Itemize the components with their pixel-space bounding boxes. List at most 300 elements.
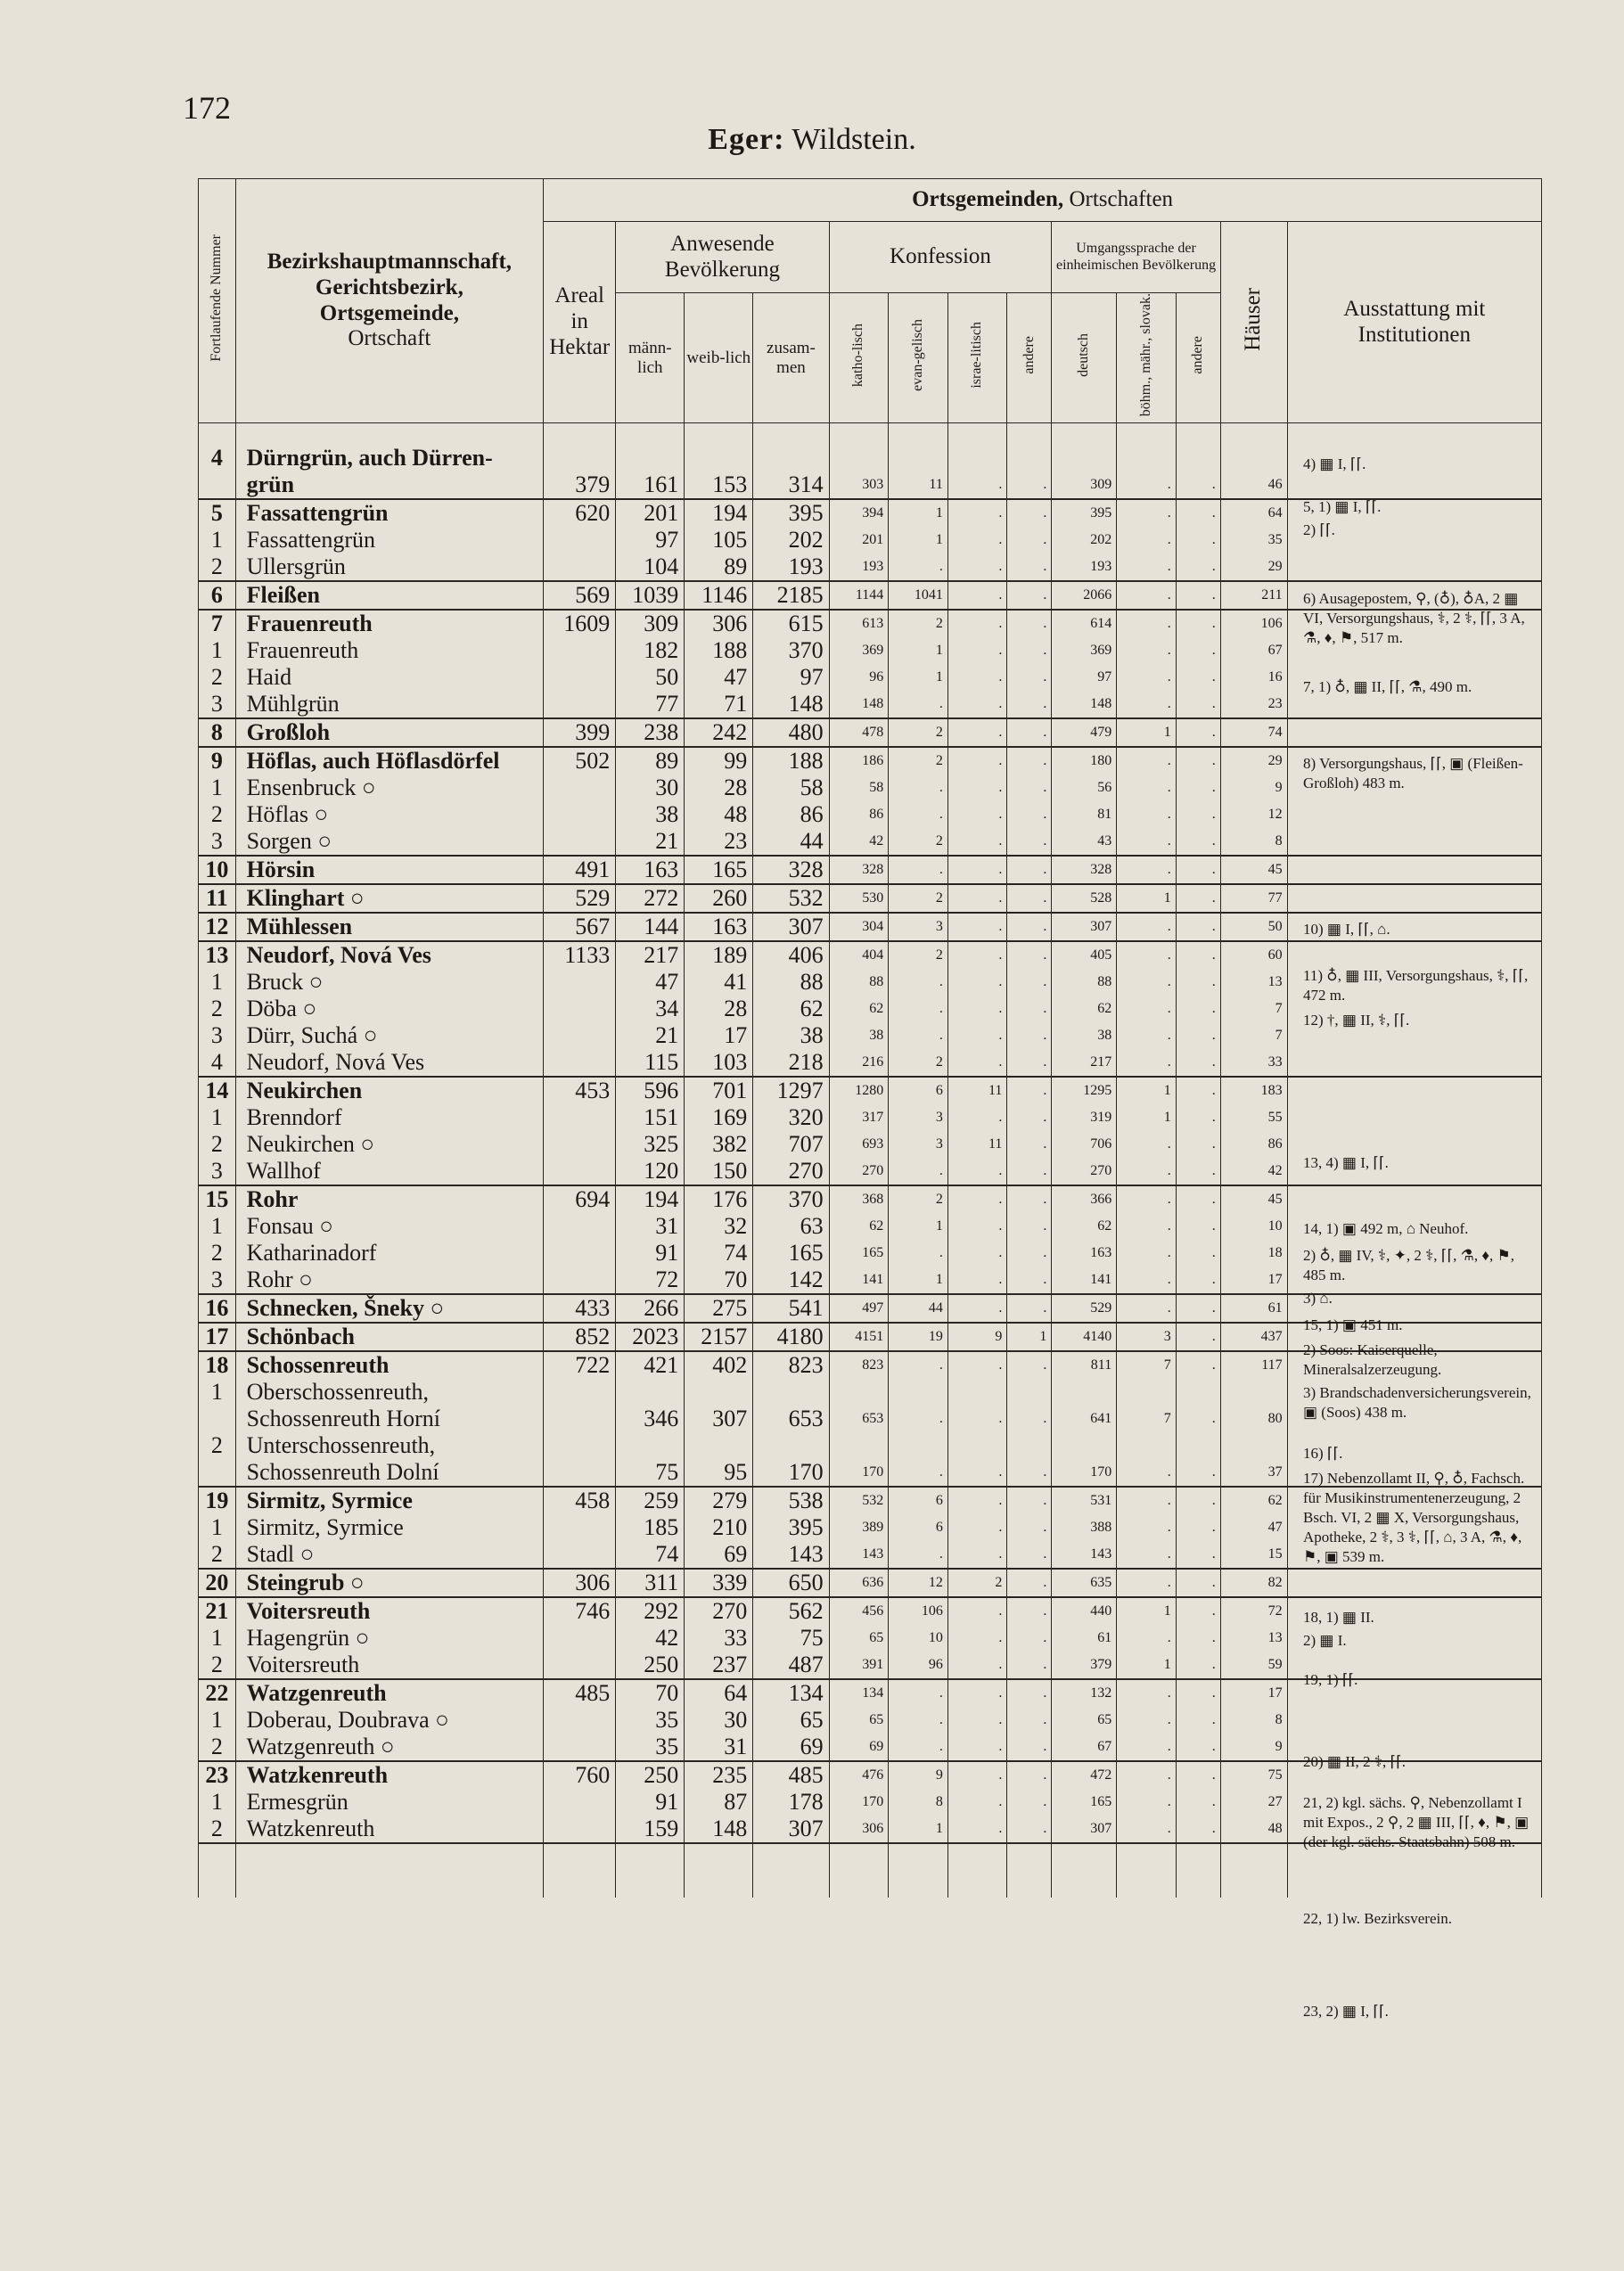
cell-areal xyxy=(544,1541,616,1569)
cell-i: . xyxy=(947,801,1007,828)
cell-w: 242 xyxy=(685,718,753,747)
cell-i: . xyxy=(947,471,1007,499)
cell-e: 12 xyxy=(889,1569,948,1597)
row-number: 1 xyxy=(199,1625,236,1652)
cell-d: 65 xyxy=(1052,1707,1117,1734)
cell-z: 307 xyxy=(753,1816,829,1843)
cell-o: . xyxy=(1176,941,1220,969)
cell-o: . xyxy=(1176,856,1220,884)
cell-areal: 1133 xyxy=(544,941,616,969)
cell-w: 87 xyxy=(685,1789,753,1816)
cell-m: 91 xyxy=(616,1240,685,1267)
cell-d: 395 xyxy=(1052,499,1117,527)
cell-i xyxy=(947,445,1007,471)
cell-w: 210 xyxy=(685,1514,753,1541)
cell-a: . xyxy=(1007,718,1052,747)
row-name: Hagengrün ○ xyxy=(235,1625,544,1652)
row-number: 3 xyxy=(199,1267,236,1294)
ausstattung-entry: 8) Versorgungshaus, ⌈⌈, ▣ (Fleißen-Großloh) 483 m. xyxy=(1303,755,1523,792)
cell-d: 440 xyxy=(1052,1597,1117,1625)
cell-w: 306 xyxy=(685,610,753,637)
cell-b: . xyxy=(1117,1487,1177,1514)
cell-m: 75 xyxy=(616,1459,685,1487)
cell-o: . xyxy=(1176,1487,1220,1514)
cell-z: 532 xyxy=(753,884,829,913)
cell-h: 59 xyxy=(1220,1652,1287,1679)
cell-k: 62 xyxy=(829,996,889,1022)
cell-z: 165 xyxy=(753,1240,829,1267)
row-number: 1 xyxy=(199,527,236,553)
cell-e: . xyxy=(889,969,948,996)
cell-b: . xyxy=(1117,1158,1177,1185)
cell-d: 170 xyxy=(1052,1459,1117,1487)
cell-e: . xyxy=(889,1541,948,1569)
cell-d: 141 xyxy=(1052,1267,1117,1294)
cell-o: . xyxy=(1176,1707,1220,1734)
row-name: Schönbach xyxy=(235,1323,544,1351)
cell-o: . xyxy=(1176,1569,1220,1597)
cell-i: . xyxy=(947,581,1007,610)
cell-a: . xyxy=(1007,1459,1052,1487)
cell-i: . xyxy=(947,1294,1007,1323)
cell-z: 541 xyxy=(753,1294,829,1323)
row-number: 18 xyxy=(199,1351,236,1379)
cell-o: . xyxy=(1176,1514,1220,1541)
cell-o: . xyxy=(1176,527,1220,553)
cell-e: 8 xyxy=(889,1789,948,1816)
header-evangelisch: evan-gelisch xyxy=(889,293,948,423)
row-number: 12 xyxy=(199,913,236,941)
cell-e: 2 xyxy=(889,747,948,775)
cell-e: 3 xyxy=(889,1131,948,1158)
cell-b: . xyxy=(1117,747,1177,775)
row-name: Brenndorf xyxy=(235,1104,544,1131)
cell-d: 62 xyxy=(1052,1213,1117,1240)
header-katholisch: katho-lisch xyxy=(829,293,889,423)
cell-i: . xyxy=(947,1459,1007,1487)
cell-b xyxy=(1117,1432,1177,1459)
cell-i: . xyxy=(947,637,1007,664)
cell-areal xyxy=(544,553,616,581)
header-konf-andere: andere xyxy=(1007,293,1052,423)
header-zusammen: zusam-men xyxy=(753,293,829,423)
cell-d: 328 xyxy=(1052,856,1117,884)
row-name: Oberschossenreuth, xyxy=(235,1379,544,1406)
cell-a: . xyxy=(1007,1351,1052,1379)
cell-z: 62 xyxy=(753,996,829,1022)
ausstattung-entry: 22, 1) lw. Bezirksverein. xyxy=(1303,1910,1452,1927)
cell-z: 370 xyxy=(753,637,829,664)
cell-m: 35 xyxy=(616,1707,685,1734)
cell-i: . xyxy=(947,747,1007,775)
cell-areal xyxy=(544,1789,616,1816)
cell-h: 7 xyxy=(1220,1022,1287,1049)
cell-b: . xyxy=(1117,1049,1177,1077)
row-number: 2 xyxy=(199,1652,236,1679)
cell-ausstattung xyxy=(1287,1707,1541,1734)
cell-d xyxy=(1052,1379,1117,1406)
cell-o: . xyxy=(1176,1104,1220,1131)
cell-h: 61 xyxy=(1220,1294,1287,1323)
cell-o: . xyxy=(1176,1213,1220,1240)
row-name: Voitersreuth xyxy=(235,1652,544,1679)
cell-a: . xyxy=(1007,801,1052,828)
cell-w: 71 xyxy=(685,691,753,718)
row-name: Bruck ○ xyxy=(235,969,544,996)
cell-z: 485 xyxy=(753,1761,829,1789)
cell-a: . xyxy=(1007,1487,1052,1514)
header-nr: Fortlaufende Nummer xyxy=(199,179,236,423)
cell-o: . xyxy=(1176,1049,1220,1077)
cell-o: . xyxy=(1176,913,1220,941)
cell-i: . xyxy=(947,1049,1007,1077)
row-name: Mühlessen xyxy=(235,913,544,941)
row-name: Watzgenreuth ○ xyxy=(235,1734,544,1761)
cell-ausstattung xyxy=(1287,553,1541,581)
cell-k: 530 xyxy=(829,884,889,913)
cell-areal: 379 xyxy=(544,471,616,499)
cell-d: 319 xyxy=(1052,1104,1117,1131)
cell-m: 309 xyxy=(616,610,685,637)
cell-a: . xyxy=(1007,1077,1052,1104)
row-name: Neukirchen ○ xyxy=(235,1131,544,1158)
cell-b: . xyxy=(1117,471,1177,499)
cell-z: 218 xyxy=(753,1049,829,1077)
cell-ausstattung xyxy=(1287,801,1541,828)
cell-k: 186 xyxy=(829,747,889,775)
cell-a: . xyxy=(1007,1541,1052,1569)
cell-ausstattung xyxy=(1287,1077,1541,1104)
row-name: Neukirchen xyxy=(235,1077,544,1104)
cell-b: 1 xyxy=(1117,1077,1177,1104)
row-name: Watzkenreuth xyxy=(235,1761,544,1789)
cell-m: 91 xyxy=(616,1789,685,1816)
cell-areal: 852 xyxy=(544,1323,616,1351)
cell-w: 235 xyxy=(685,1761,753,1789)
row-name: Schossenreuth xyxy=(235,1351,544,1379)
cell-z: 69 xyxy=(753,1734,829,1761)
row-number: 2 xyxy=(199,1131,236,1158)
cell-z: 307 xyxy=(753,913,829,941)
cell-e: 1 xyxy=(889,637,948,664)
cell-e: 1 xyxy=(889,527,948,553)
cell-h: 8 xyxy=(1220,1707,1287,1734)
cell-d: 379 xyxy=(1052,1652,1117,1679)
cell-b: 7 xyxy=(1117,1351,1177,1379)
cell-h: 35 xyxy=(1220,527,1287,553)
cell-z: 97 xyxy=(753,664,829,691)
cell-a: . xyxy=(1007,969,1052,996)
cell-a: . xyxy=(1007,1049,1052,1077)
cell-m: 47 xyxy=(616,969,685,996)
cell-b: . xyxy=(1117,996,1177,1022)
cell-m: 292 xyxy=(616,1597,685,1625)
cell-w: 28 xyxy=(685,775,753,801)
cell-areal: 760 xyxy=(544,1761,616,1789)
cell-i: 9 xyxy=(947,1323,1007,1351)
cell-k: 216 xyxy=(829,1049,889,1077)
cell-k: 65 xyxy=(829,1707,889,1734)
cell-h: 55 xyxy=(1220,1104,1287,1131)
cell-m: 266 xyxy=(616,1294,685,1323)
row-number: 2 xyxy=(199,801,236,828)
ausstattung-entry: 14, 1) ▣ 492 m, ⌂ Neuhof. xyxy=(1303,1220,1469,1237)
table-row xyxy=(199,941,1542,969)
cell-o xyxy=(1176,1432,1220,1459)
cell-z: 134 xyxy=(753,1679,829,1707)
cell-m: 421 xyxy=(616,1351,685,1379)
cell-h: 60 xyxy=(1220,941,1287,969)
cell-d: 88 xyxy=(1052,969,1117,996)
cell-b: . xyxy=(1117,1707,1177,1734)
cell-h: 9 xyxy=(1220,775,1287,801)
cell-i: . xyxy=(947,553,1007,581)
row-number: 6 xyxy=(199,581,236,610)
cell-areal xyxy=(544,1514,616,1541)
cell-b: 1 xyxy=(1117,884,1177,913)
cell-a: . xyxy=(1007,1213,1052,1240)
cell-h: 62 xyxy=(1220,1487,1287,1514)
header-deutsch: deutsch xyxy=(1052,293,1117,423)
cell-o: . xyxy=(1176,1789,1220,1816)
cell-o: . xyxy=(1176,884,1220,913)
cell-b: . xyxy=(1117,913,1177,941)
cell-a: . xyxy=(1007,499,1052,527)
ausstattung-entry: 5, 1) ▦ I, ⌈⌈. xyxy=(1303,498,1382,515)
cell-m xyxy=(616,1432,685,1459)
header-ausstattung: Ausstattung mit Institutionen xyxy=(1287,222,1541,423)
cell-b: . xyxy=(1117,1761,1177,1789)
cell-z: 480 xyxy=(753,718,829,747)
cell-areal xyxy=(544,969,616,996)
row-name: Schnecken, Šneky ○ xyxy=(235,1294,544,1323)
cell-o: . xyxy=(1176,718,1220,747)
cell-i: . xyxy=(947,913,1007,941)
header-konfession: Konfession xyxy=(829,222,1052,293)
spacer-row xyxy=(199,423,1542,446)
cell-k: 389 xyxy=(829,1514,889,1541)
cell-i: . xyxy=(947,1240,1007,1267)
cell-i: . xyxy=(947,1104,1007,1131)
cell-h xyxy=(1220,1379,1287,1406)
cell-h: 183 xyxy=(1220,1077,1287,1104)
cell-h: 17 xyxy=(1220,1679,1287,1707)
cell-b: . xyxy=(1117,553,1177,581)
cell-d: 67 xyxy=(1052,1734,1117,1761)
row-name: Schossenreuth Dolní xyxy=(235,1459,544,1487)
cell-ausstattung xyxy=(1287,828,1541,856)
cell-b: . xyxy=(1117,581,1177,610)
cell-d: 148 xyxy=(1052,691,1117,718)
cell-z xyxy=(753,445,829,471)
cell-i: . xyxy=(947,1158,1007,1185)
row-number: 10 xyxy=(199,856,236,884)
cell-d: 143 xyxy=(1052,1541,1117,1569)
cell-e: 11 xyxy=(889,471,948,499)
ausstattung-entry: 17) Nebenzollamt II, ⚲, ♁, Fachsch. für Musikinstrumentenerzeugung, 2 Bsch. VI, 2 ▦ X, Versorgungshaus, Apotheke, 2 ⚕, 3 ⚕, ⌈⌈, ⌂, 3 A, ⚗, ♦, ⚑, ▣ 539 m. xyxy=(1303,1470,1525,1566)
cell-i: . xyxy=(947,996,1007,1022)
cell-d: 531 xyxy=(1052,1487,1117,1514)
cell-z: 88 xyxy=(753,969,829,996)
cell-e: . xyxy=(889,856,948,884)
cell-e: 2 xyxy=(889,884,948,913)
cell-m: 72 xyxy=(616,1267,685,1294)
cell-b: 1 xyxy=(1117,1104,1177,1131)
cell-a: . xyxy=(1007,1131,1052,1158)
cell-h: 74 xyxy=(1220,718,1287,747)
cell-i: . xyxy=(947,941,1007,969)
cell-e: . xyxy=(889,996,948,1022)
cell-e xyxy=(889,445,948,471)
cell-w: 163 xyxy=(685,913,753,941)
cell-d: 61 xyxy=(1052,1625,1117,1652)
row-name: Fassattengrün xyxy=(235,527,544,553)
cell-m: 259 xyxy=(616,1487,685,1514)
table-row xyxy=(199,1049,1542,1077)
cell-k: 38 xyxy=(829,1022,889,1049)
cell-areal: 567 xyxy=(544,913,616,941)
cell-h: 42 xyxy=(1220,1158,1287,1185)
cell-z: 707 xyxy=(753,1131,829,1158)
cell-o: . xyxy=(1176,691,1220,718)
header-group-title: Ortsgemeinden, Ortschaften xyxy=(544,179,1542,222)
cell-m xyxy=(616,445,685,471)
cell-o: . xyxy=(1176,610,1220,637)
cell-b: . xyxy=(1117,1569,1177,1597)
cell-k: 304 xyxy=(829,913,889,941)
cell-z xyxy=(753,1379,829,1406)
cell-z: 188 xyxy=(753,747,829,775)
cell-areal xyxy=(544,1816,616,1843)
cell-k: 193 xyxy=(829,553,889,581)
row-number: 21 xyxy=(199,1597,236,1625)
table-row xyxy=(199,828,1542,856)
cell-areal: 1609 xyxy=(544,610,616,637)
cell-e: 44 xyxy=(889,1294,948,1323)
table-row xyxy=(199,1104,1542,1131)
cell-h: 16 xyxy=(1220,664,1287,691)
cell-d: 369 xyxy=(1052,637,1117,664)
cell-d: 307 xyxy=(1052,1816,1117,1843)
cell-b: . xyxy=(1117,1294,1177,1323)
header-israelitisch: israe-litisch xyxy=(947,293,1007,423)
row-name: Stadl ○ xyxy=(235,1541,544,1569)
cell-a: . xyxy=(1007,1761,1052,1789)
cell-w: 382 xyxy=(685,1131,753,1158)
cell-h: 33 xyxy=(1220,1049,1287,1077)
cell-h: 8 xyxy=(1220,828,1287,856)
cell-w: 188 xyxy=(685,637,753,664)
cell-d: 180 xyxy=(1052,747,1117,775)
cell-b xyxy=(1117,1379,1177,1406)
cell-z: 823 xyxy=(753,1351,829,1379)
cell-m: 217 xyxy=(616,941,685,969)
cell-a: . xyxy=(1007,828,1052,856)
cell-w: 64 xyxy=(685,1679,753,1707)
cell-m: 38 xyxy=(616,801,685,828)
cell-e: 106 xyxy=(889,1597,948,1625)
cell-h: 67 xyxy=(1220,637,1287,664)
header-bevoelkerung: Anwesende Bevölkerung xyxy=(616,222,829,293)
cell-b: . xyxy=(1117,499,1177,527)
row-number: 13 xyxy=(199,941,236,969)
cell-m: 311 xyxy=(616,1569,685,1597)
cell-m: 21 xyxy=(616,1022,685,1049)
row-name: Unterschossenreuth, xyxy=(235,1432,544,1459)
cell-o: . xyxy=(1176,1625,1220,1652)
cell-e xyxy=(889,1432,948,1459)
cell-areal: 458 xyxy=(544,1487,616,1514)
cell-areal: 453 xyxy=(544,1077,616,1104)
cell-o: . xyxy=(1176,664,1220,691)
cell-z: 650 xyxy=(753,1569,829,1597)
cell-z: 328 xyxy=(753,856,829,884)
table-row xyxy=(199,1077,1542,1104)
row-name: Sirmitz, Syrmice xyxy=(235,1514,544,1541)
cell-m: 144 xyxy=(616,913,685,941)
ausstattung-entry: 3) ⌂. xyxy=(1303,1290,1333,1307)
cell-ausstattung xyxy=(1287,884,1541,913)
table-row xyxy=(199,1569,1542,1597)
cell-o: . xyxy=(1176,1541,1220,1569)
cell-h: 45 xyxy=(1220,1185,1287,1213)
row-number: 16 xyxy=(199,1294,236,1323)
cell-w: 307 xyxy=(685,1406,753,1432)
cell-m: 250 xyxy=(616,1761,685,1789)
cell-m: 238 xyxy=(616,718,685,747)
row-number: 7 xyxy=(199,610,236,637)
cell-b: . xyxy=(1117,1267,1177,1294)
cell-h: 37 xyxy=(1220,1459,1287,1487)
cell-m: 159 xyxy=(616,1816,685,1843)
cell-k: 404 xyxy=(829,941,889,969)
cell-areal xyxy=(544,1213,616,1240)
header-maennlich: männ-lich xyxy=(616,293,685,423)
cell-a: . xyxy=(1007,1294,1052,1323)
cell-m: 77 xyxy=(616,691,685,718)
row-number: 3 xyxy=(199,691,236,718)
cell-w xyxy=(685,1379,753,1406)
cell-a xyxy=(1007,445,1052,471)
row-name: Schossenreuth Horní xyxy=(235,1406,544,1432)
table-row xyxy=(199,1185,1542,1213)
row-name: Fleißen xyxy=(235,581,544,610)
row-number: 3 xyxy=(199,828,236,856)
header-haeuser: Häuser xyxy=(1220,222,1287,423)
cell-areal xyxy=(544,1104,616,1131)
cell-z: 38 xyxy=(753,1022,829,1049)
row-name: Döba ○ xyxy=(235,996,544,1022)
cell-z: 75 xyxy=(753,1625,829,1652)
cell-k: 1144 xyxy=(829,581,889,610)
cell-e: 10 xyxy=(889,1625,948,1652)
cell-a: . xyxy=(1007,553,1052,581)
row-name: Dürngrün, auch Dürren- xyxy=(235,445,544,471)
cell-d: 811 xyxy=(1052,1351,1117,1379)
cell-k: 201 xyxy=(829,527,889,553)
cell-areal xyxy=(544,664,616,691)
cell-w: 105 xyxy=(685,527,753,553)
row-number: 4 xyxy=(199,1049,236,1077)
cell-areal: 529 xyxy=(544,884,616,913)
cell-o xyxy=(1176,445,1220,471)
cell-areal xyxy=(544,1625,616,1652)
cell-z: 406 xyxy=(753,941,829,969)
cell-i xyxy=(947,1432,1007,1459)
cell-e: . xyxy=(889,1406,948,1432)
cell-o: . xyxy=(1176,471,1220,499)
cell-e: 2 xyxy=(889,1049,948,1077)
